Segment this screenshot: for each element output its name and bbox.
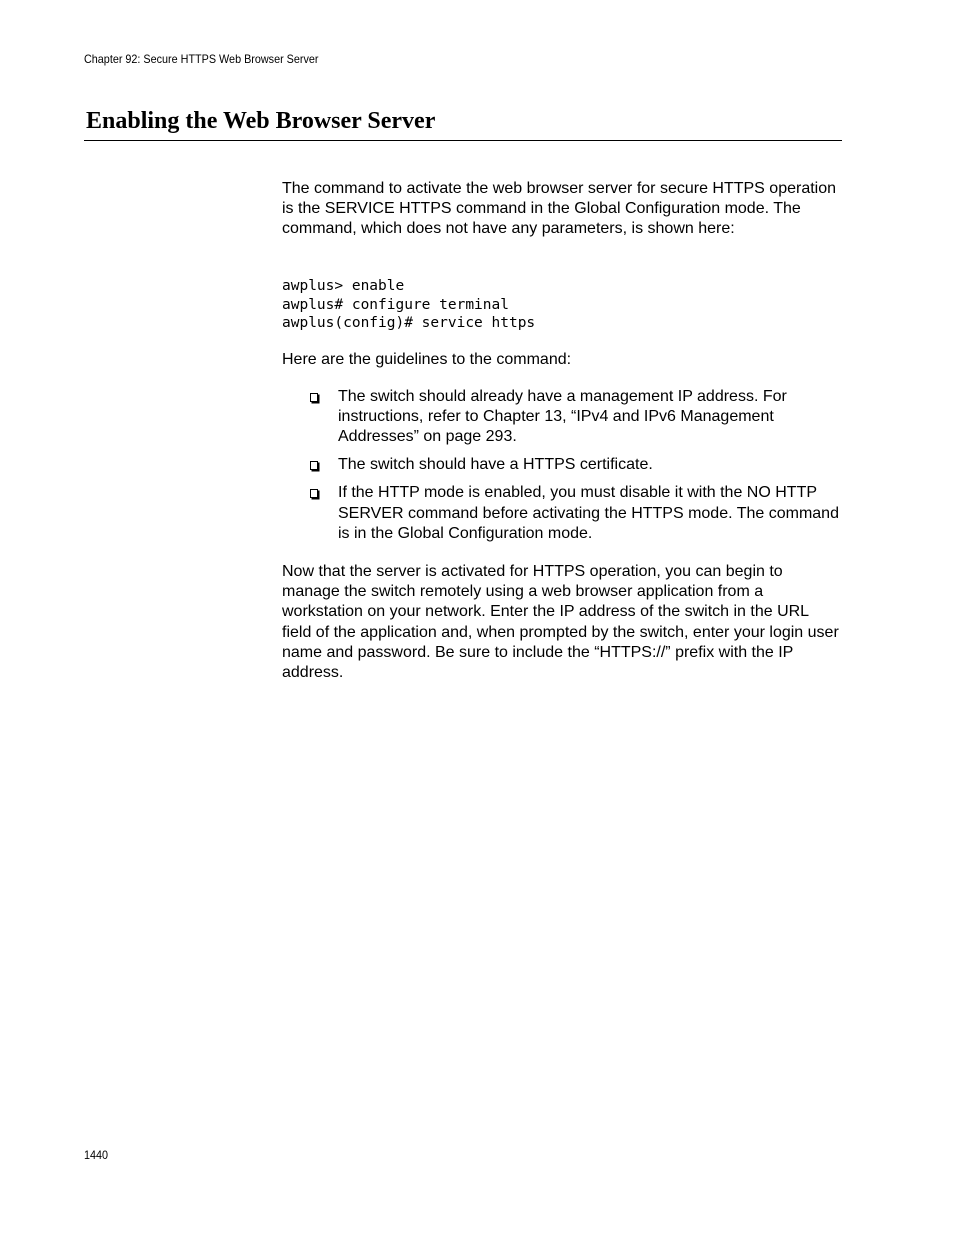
list-item [282, 387, 842, 448]
page-number: 1440 [84, 1148, 109, 1162]
checkbox-bullet-icon [310, 489, 318, 498]
list-item [282, 455, 842, 475]
intro-paragraph: The command to activate the web browser server for secure HTTPS operation is the SERVICE HTTPS command in the Global Configuration mode. The command, which does not have any parameters, is shown here: [282, 180, 837, 238]
code-line: awplus> enable [282, 278, 405, 294]
closing-paragraph: Now that the server is activated for HTTPS operation, you can begin to manage the switch remotely using a web browser application from a workstation on your network. Enter the IP address of the switch in the URL field of the application and, when prompted by the switch, enter your login user name and password. Be sure to include the “HTTPS://” prefix with the IP address. [282, 563, 839, 682]
list-item-text: The switch should have a HTTPS certificate. [338, 456, 653, 474]
list-item-text: If the HTTP mode is enabled, you must disable it with the NO HTTP SERVER command before activating the HTTPS mode. The command is in the Global Configuration mode. [338, 484, 839, 542]
running-header: Chapter 92: Secure HTTPS Web Browser Server [84, 52, 319, 66]
list-item [282, 483, 842, 544]
checkbox-bullet-icon [310, 461, 318, 470]
code-line: awplus# configure terminal [282, 296, 509, 313]
section-title: Enabling the Web Browser Server [86, 108, 436, 134]
guidelines-intro: Here are the guidelines to the command: [282, 351, 572, 368]
list-item-text: The switch should already have a management IP address. For instructions, refer to Chapter 13, “IPv4 and IPv6 Management Addresses” on page 293. [338, 388, 787, 446]
guidelines-list [282, 387, 842, 552]
checkbox-bullet-icon [310, 393, 318, 402]
command-code-block [282, 277, 535, 333]
title-divider [84, 140, 842, 141]
code-line: awplus(config)# service https [282, 315, 536, 332]
